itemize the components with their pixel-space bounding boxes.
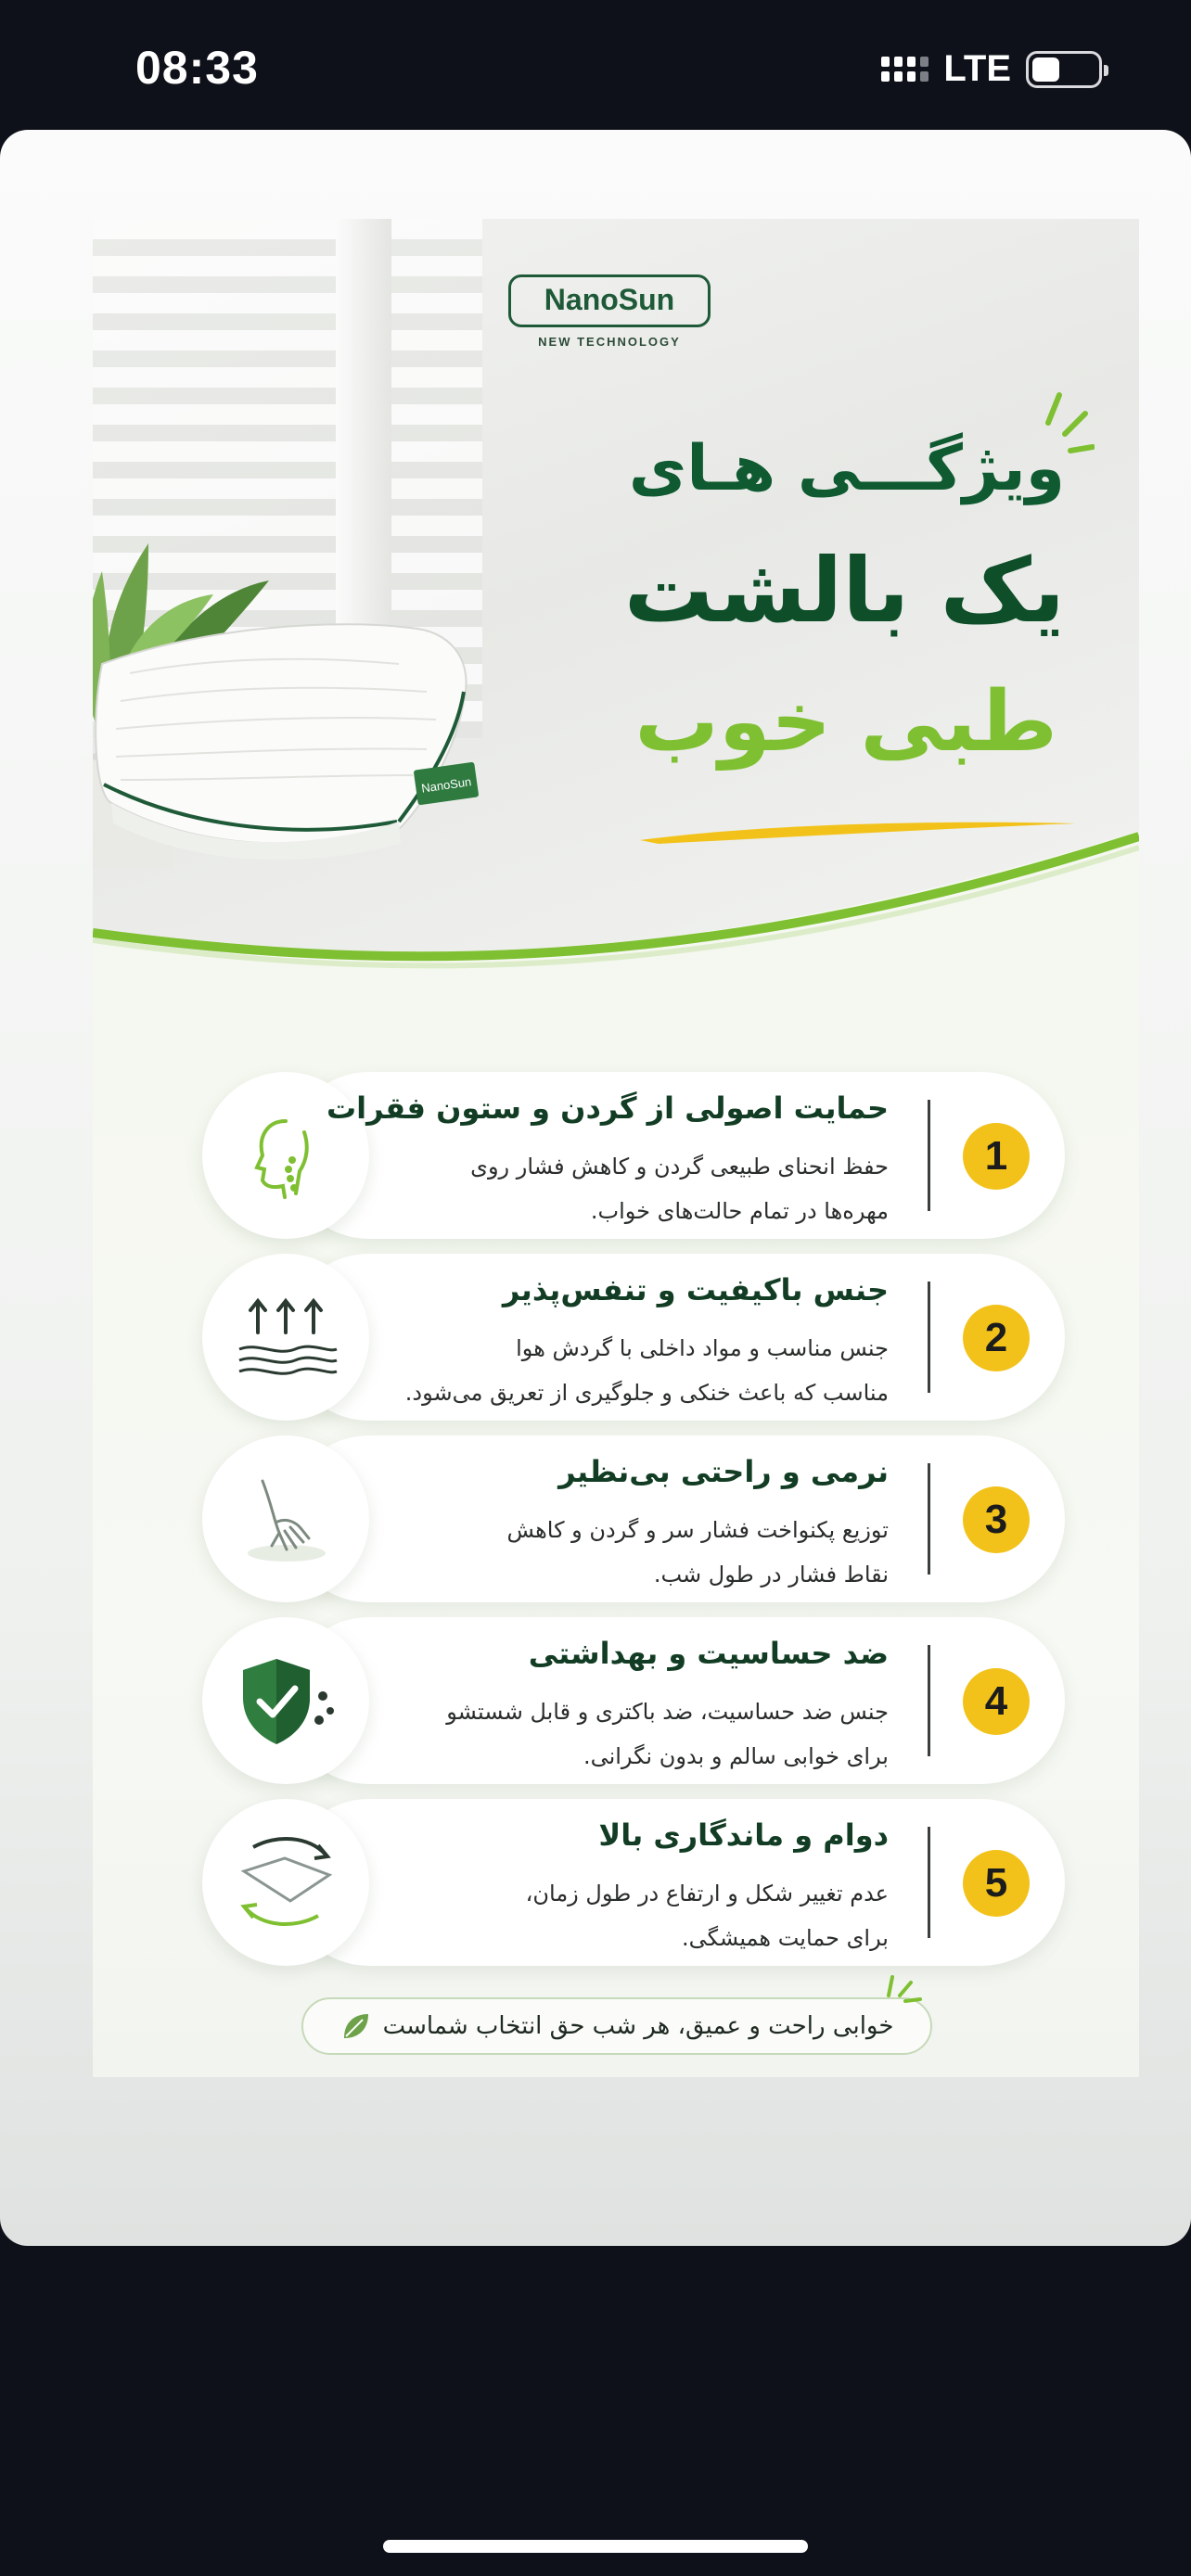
status-bar	[0, 0, 1191, 139]
feature-title: دوام و ماندگاری بالا	[598, 1817, 889, 1853]
feature-item	[202, 1254, 1065, 1421]
shield-check-icon	[202, 1617, 369, 1784]
feature-title: نرمی و راحتی بی‌نظیر	[558, 1454, 889, 1489]
pillow-cycle-icon	[202, 1799, 369, 1966]
brand-logo	[508, 274, 711, 349]
pillow-tag: NanoSun	[420, 774, 473, 796]
status-time: 08:33	[135, 42, 259, 94]
feature-description: جنس ضد حساسیت، ضد باکتری و قابل شستشو برای خوابی سالم و بدون نگرانی.	[446, 1699, 889, 1769]
brand-tagline: NEW TECHNOLOGY	[538, 335, 681, 349]
brand-name: NanoSun	[508, 274, 711, 327]
feature-item	[202, 1072, 1065, 1239]
poster-hero	[93, 219, 1139, 1035]
network-type: LTE	[943, 48, 1011, 89]
feature-item	[202, 1799, 1065, 1966]
feature-item	[202, 1617, 1065, 1784]
feature-description: حفظ انحنای طبیعی گردن و کاهش فشار روی مهره‌ها در تمام حالت‌های خواب.	[470, 1154, 889, 1224]
feature-title: ضد حساسیت و بهداشتی	[528, 1636, 889, 1671]
feature-number-badge: 4	[963, 1668, 1030, 1735]
feature-number-badge: 2	[963, 1305, 1030, 1371]
feature-description: عدم تغییر شکل و ارتفاع در طول زمان، برای حمایت همیشگی.	[525, 1881, 889, 1951]
feature-description: توزیع پکنواخت فشار سر و گردن و کاهش نقاط فشار در طول شب.	[506, 1517, 889, 1588]
feature-item	[202, 1435, 1065, 1602]
feature-number-badge: 3	[963, 1486, 1030, 1553]
hand-press-icon	[202, 1435, 369, 1602]
headline-line-2: یک بالشت	[623, 539, 1065, 643]
feature-title: حمایت اصولی از گردن و ستون فقرات	[326, 1090, 889, 1126]
feature-title: جنس باکیفیت و تنفس‌پذیر	[502, 1272, 889, 1307]
headline-line-1: ویژگـــی هـای	[628, 432, 1065, 505]
feature-number-badge: 1	[963, 1123, 1030, 1190]
battery-icon	[1026, 51, 1102, 88]
signal-icon	[881, 57, 928, 82]
status-indicators	[881, 48, 1102, 90]
feature-description: جنس مناسب و مواد داخلی با گردش هوا مناسب که باعث خنکی و جلوگیری از تعریق می‌شود.	[404, 1335, 889, 1406]
home-indicator[interactable]	[383, 2540, 808, 2553]
headline-line-3: طبی خوب	[634, 673, 1057, 771]
plant-pillow-illustration	[93, 386, 668, 868]
sparkle-icon	[879, 1968, 926, 2005]
leaf-icon	[340, 2010, 372, 2042]
footer-slogan	[301, 1997, 932, 2055]
image-viewer-sheet[interactable]	[0, 130, 1191, 2246]
feature-number-badge: 5	[963, 1850, 1030, 1917]
product-poster[interactable]	[93, 219, 1139, 2077]
airflow-icon	[202, 1254, 369, 1421]
green-wave	[93, 831, 1139, 1044]
footer-text: خوابی راحت و عمیق، هر شب حق انتخاب شماست	[382, 2012, 894, 2040]
